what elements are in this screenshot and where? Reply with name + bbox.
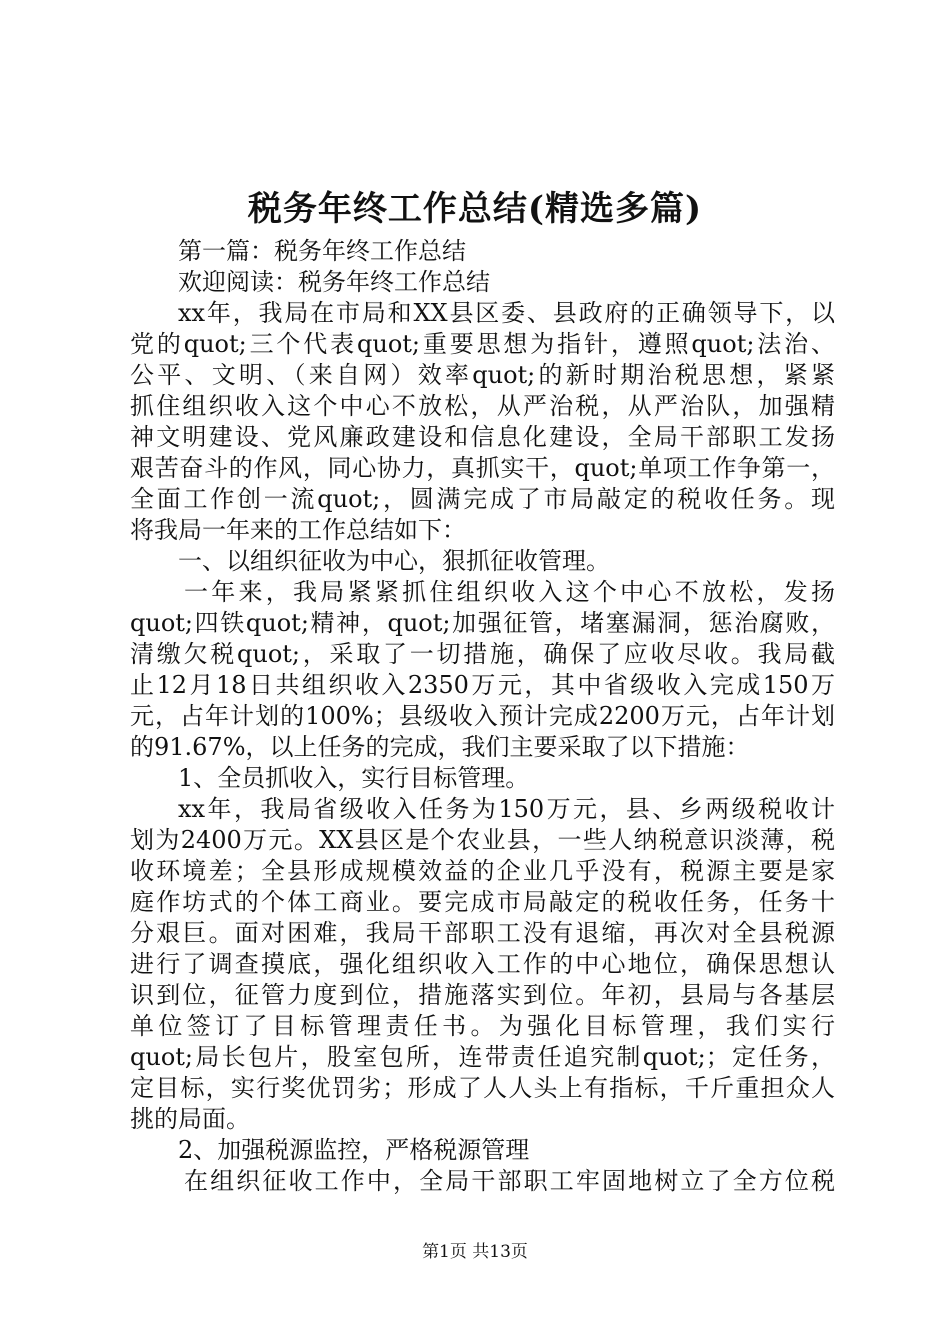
paragraph-line: xx年，我局在市局和XX县区委、县政府的正确领导下，以 [178,299,835,327]
document-body [130,236,835,1197]
paragraph-line: 清缴欠税quot;，采取了一切措施，确保了应收尽收。我局截 [130,640,835,668]
section-heading: 1、全员抓收入，实行目标管理。 [178,764,530,792]
paragraph-line: 定目标，实行奖优罚劣；形成了人人头上有指标，千斤重担众人 [130,1074,835,1102]
paragraph-line: 识到位，征管力度到位，措施落实到位。年初，县局与各基层 [130,981,835,1009]
paragraph-line: 庭作坊式的个体工商业。要完成市局敲定的税收任务，任务十 [130,888,835,916]
paragraph-line: xx年，我局省级收入任务为150万元，县、乡两级税收计 [178,795,835,823]
paragraph-line: 神文明建设、党风廉政建设和信息化建设，全局干部职工发扬 [130,423,835,451]
paragraph-line: 一年来，我局紧紧抓住组织收入这个中心不放松，发扬 [184,578,835,606]
paragraph-line: 分艰巨。面对困难，我局干部职工没有退缩，再次对全县税源 [130,919,835,947]
paragraph-line: 公平、文明、（来自网）效率quot;的新时期治税思想，紧紧 [130,361,835,389]
paragraph-line: 收环境差；全县形成规模效益的企业几乎没有，税源主要是家 [130,857,835,885]
paragraph-line: 单位签订了目标管理责任书。为强化目标管理，我们实行 [130,1012,835,1040]
paragraph-line: 全面工作创一流quot;，圆满完成了市局敲定的税收任务。现 [130,485,835,513]
page-footer: 第1页 共13页 [422,1242,528,1262]
section-heading: 一、以组织征收为中心，狠抓征收管理。 [178,547,610,575]
paragraph-line: 止12月18日共组织收入2350万元，其中省级收入完成150万 [130,671,835,699]
section-heading: 2、加强税源监控，严格税源管理 [178,1136,530,1164]
paragraph-line: 元，占年计划的100%；县级收入预计完成2200万元，占年计划 [130,702,835,730]
paragraph-line: 在组织征收工作中，全局干部职工牢固地树立了全方位税 [184,1167,835,1195]
paragraph-line: 挑的局面。 [130,1105,250,1133]
paragraph-line: 将我局一年来的工作总结如下： [130,516,466,544]
paragraph-line: 艰苦奋斗的作风，同心协力，真抓实干，quot;单项工作争第一， [130,454,835,482]
paragraph-line: 抓住组织收入这个中心不放松，从严治税，从严治队，加强精 [130,392,835,420]
paragraph-line: 党的quot;三个代表quot;重要思想为指针，遵照quot;法治、 [130,330,835,358]
paragraph-line: 的91.67%，以上任务的完成，我们主要采取了以下措施： [130,733,750,761]
paragraph-line: quot;局长包片，股室包所，连带责任追究制quot;；定任务， [130,1043,835,1071]
section-heading: 第一篇：税务年终工作总结 [178,237,466,265]
paragraph-line: 欢迎阅读：税务年终工作总结 [178,268,490,296]
paragraph-line: 划为2400万元。XX县区是个农业县，一些人纳税意识淡薄，税 [130,826,835,854]
paragraph-line: 进行了调查摸底，强化组织收入工作的中心地位，确保思想认 [130,950,835,978]
document-title: 税务年终工作总结(精选多篇) [247,189,703,229]
paragraph-line: quot;四铁quot;精神，quot;加强征管，堵塞漏洞，惩治腐败， [130,609,835,637]
